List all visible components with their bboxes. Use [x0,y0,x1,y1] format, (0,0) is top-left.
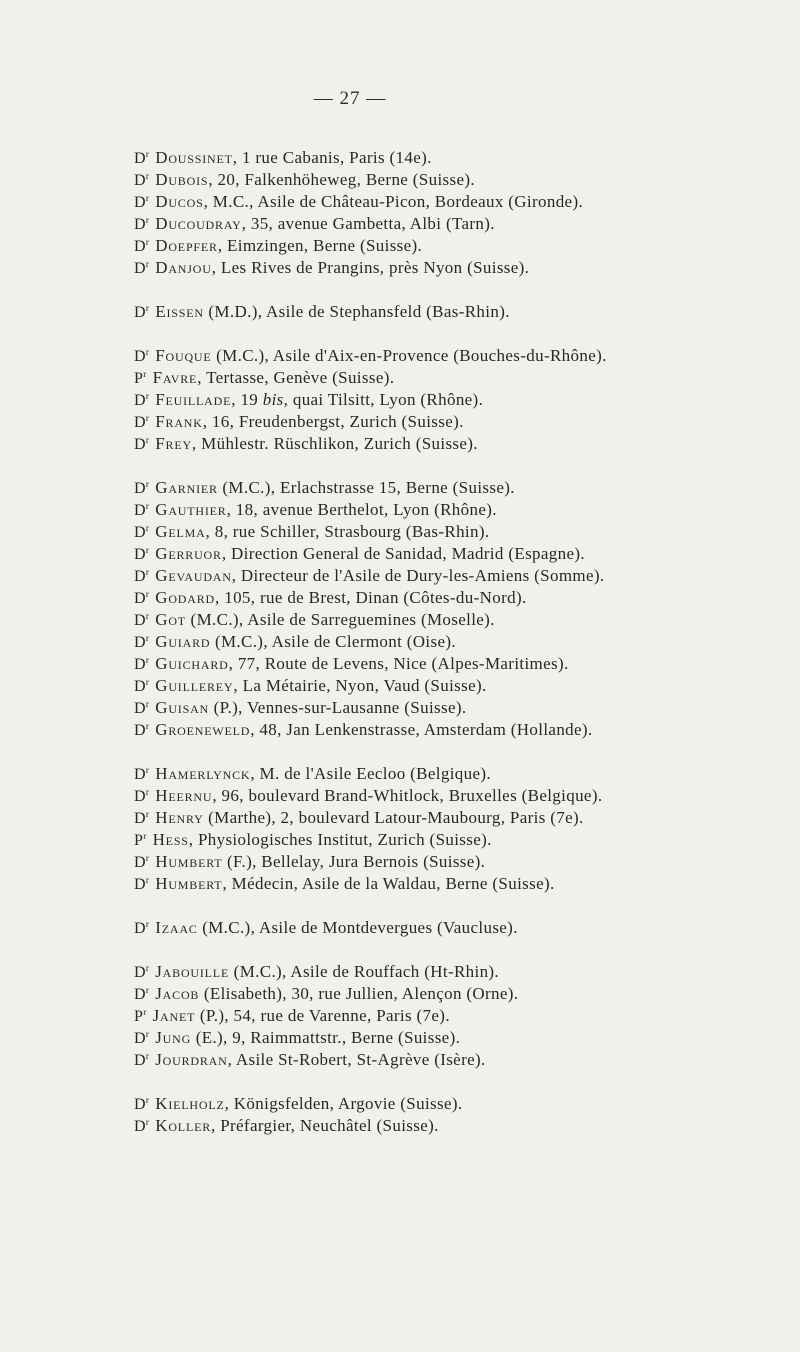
list-item [134,187,774,209]
member-address: , Königsfelden, Argovie (Suisse). [224,1094,463,1113]
member-address: , Préfargier, Neuchâtel (Suisse). [211,1116,439,1135]
list-item [134,1111,774,1133]
member-name: Kielholz [155,1094,225,1113]
member-address: (Elisabeth), 30, rue Jullien, Alençon (Orne). [199,984,519,1003]
list-item [134,957,774,979]
member-address: , 1 rue Cabanis, Paris (14e). [232,148,432,167]
list-item [134,165,774,187]
honorific: $D^r$ [134,655,150,673]
member-name: Guiard [155,632,211,651]
group-e [134,297,774,319]
member-name: Guillerey [155,676,234,695]
member-name: Doepfer [155,236,218,255]
honorific: $D^r$ [134,633,150,651]
member-name: Jung [155,1028,192,1047]
member-address: , Eimzingen, Berne (Suisse). [217,236,423,255]
honorific: $D^r$ [134,479,150,497]
member-name: Gauthier [155,500,227,519]
member-name: Groeneweld [155,720,251,739]
member-address: (F.), Bellelay, Jura Bernois (Suisse). [222,852,486,871]
member-address: , 16, Freudenbergst, Zurich (Suisse). [202,412,464,431]
member-name: Izaac [155,918,198,937]
member-name: Hess [152,830,189,849]
honorific: $D^r$ [134,765,150,783]
member-address: , Directeur de l'Asile de Dury-les-Amiens (Somme). [231,566,605,585]
list-item [134,209,774,231]
member-address: (P.), Vennes-sur-Lausanne (Suisse). [209,698,467,717]
list-item [134,627,774,649]
group-j [134,957,774,1067]
member-name: Fouque [155,346,212,365]
honorific: $D^r$ [134,787,150,805]
member-name: Henry [155,808,204,827]
member-address: , Les Rives de Prangins, près Nyon (Suisse). [211,258,530,277]
member-name: Ducos [155,192,204,211]
list-item [134,231,774,253]
list-item [134,583,774,605]
member-name: Garnier [155,478,218,497]
member-name: Got [155,610,186,629]
member-name: Danjou [155,258,212,277]
member-name: Godard [155,588,216,607]
honorific: $D^r$ [134,237,150,255]
honorific: $D^r$ [134,545,150,563]
member-address: , 8, rue Schiller, Strasbourg (Bas-Rhin). [205,522,490,541]
honorific: $D^r$ [134,677,150,695]
list-item [134,693,774,715]
honorific: $D^r$ [134,1029,150,1047]
list-item [134,407,774,429]
group-k [134,1089,774,1133]
honorific: $D^r$ [134,259,150,277]
honorific: $D^r$ [134,149,150,167]
group-i [134,913,774,935]
list-item [134,1045,774,1067]
list-item [134,649,774,671]
honorific: $D^r$ [134,809,150,827]
member-name: Ducoudray [155,214,242,233]
member-address: (E.), 9, Raimmattstr., Berne (Suisse). [191,1028,461,1047]
member-address: , M.C., Asile de Château-Picon, Bordeaux (Gironde). [203,192,584,211]
member-address: , 18, avenue Berthelot, Lyon (Rhône). [226,500,497,519]
list-item [134,341,774,363]
group-h [134,759,774,891]
honorific: $D^r$ [134,1117,150,1135]
member-name: Jacob [155,984,200,1003]
member-address: (M.D.), Asile de Stephansfeld (Bas-Rhin). [203,302,510,321]
honorific: $D^r$ [134,919,150,937]
honorific: $D^r$ [134,963,150,981]
list-item [134,825,774,847]
honorific: $D^r$ [134,721,150,739]
list-item [134,715,774,737]
honorific: $D^r$ [134,699,150,717]
honorific: $D^r$ [134,567,150,585]
honorific: $D^r$ [134,589,150,607]
member-address: , M. de l'Asile Eecloo (Belgique). [250,764,491,783]
honorific: $D^r$ [134,347,150,365]
member-name: Heernu [155,786,213,805]
list-item [134,671,774,693]
member-address: , 105, rue de Brest, Dinan (Côtes-du-Nord). [215,588,527,607]
honorific: $P^r$ [134,831,147,849]
member-name: Humbert [155,852,223,871]
list-item [134,143,774,165]
list-item [134,847,774,869]
honorific: $P^r$ [134,1007,147,1025]
member-name: Humbert [155,874,223,893]
honorific: $D^r$ [134,193,150,211]
list-item [134,605,774,627]
list-item [134,803,774,825]
member-name: Janet [152,1006,196,1025]
list-item [134,759,774,781]
member-address: (M.C.), Asile de Rouffach (Ht-Rhin). [229,962,500,981]
honorific: $P^r$ [134,369,147,387]
list-item [134,561,774,583]
member-name: Koller [155,1116,212,1135]
member-address: , 77, Route de Levens, Nice (Alpes-Maritimes). [228,654,569,673]
list-item [134,781,774,803]
list-item [134,495,774,517]
member-address: , Physiologisches Institut, Zurich (Suisse). [188,830,492,849]
group-g [134,473,774,737]
member-name: Frank [155,412,203,431]
honorific: $D^r$ [134,303,150,321]
list-item [134,539,774,561]
honorific: $D^r$ [134,501,150,519]
member-name: Eissen [155,302,204,321]
honorific: $D^r$ [134,985,150,1003]
member-name: Gerruor [155,544,222,563]
honorific: $D^r$ [134,413,150,431]
honorific: $D^r$ [134,875,150,893]
member-address: (M.C.), Asile de Sarreguemines (Moselle). [185,610,495,629]
member-name: Favre [152,368,198,387]
member-address: , 35, avenue Gambetta, Albi (Tarn). [241,214,495,233]
honorific: $D^r$ [134,523,150,541]
member-address: , 48, Jan Lenkenstrasse, Amsterdam (Hollande). [250,720,593,739]
member-name: Jabouille [155,962,230,981]
list-item [134,913,774,935]
member-address: , Tertasse, Genève (Suisse). [197,368,395,387]
member-address: , Direction General de Sanidad, Madrid (Espagne). [221,544,585,563]
group-f [134,341,774,451]
member-address: (M.C.), Asile d'Aix-en-Provence (Bouches-du-Rhône). [211,346,607,365]
list-item [134,517,774,539]
member-address: , La Métairie, Nyon, Vaud (Suisse). [233,676,487,695]
member-address: , Médecin, Asile de la Waldau, Berne (Suisse). [222,874,555,893]
member-name: Dubois [155,170,209,189]
member-address: (M.C.), Asile de Clermont (Oise). [210,632,456,651]
member-address: , 20, Falkenhöheweg, Berne (Suisse). [208,170,475,189]
member-name: Gelma [155,522,206,541]
member-name: Gevaudan [155,566,232,585]
member-name: Frey [155,434,192,453]
list-item [134,1089,774,1111]
member-name: Guichard [155,654,229,673]
list-item [134,473,774,495]
list-item [134,297,774,319]
member-name: Jourdran [155,1050,228,1069]
member-name: Guisan [155,698,210,717]
member-name: Hamerlynck [155,764,251,783]
member-address: , Asile St-Robert, St-Agrève (Isère). [227,1050,486,1069]
honorific: $D^r$ [134,391,150,409]
member-name: Feuillade [155,390,232,409]
member-address: (M.C.), Asile de Montdevergues (Vaucluse). [197,918,518,937]
list-item [134,1023,774,1045]
member-address: (M.C.), Erlachstrasse 15, Berne (Suisse). [217,478,515,497]
member-address: , 19 bis, quai Tilsitt, Lyon (Rhône). [231,390,484,409]
honorific: $D^r$ [134,1095,150,1113]
list-item [134,869,774,891]
list-item [134,385,774,407]
list-item [134,979,774,1001]
honorific: $D^r$ [134,611,150,629]
group-d [134,143,774,275]
member-address: (Marthe), 2, boulevard Latour-Maubourg, Paris (7e). [203,808,584,827]
list-item [134,363,774,385]
honorific: $D^r$ [134,853,150,871]
list-item [134,1001,774,1023]
honorific: $D^r$ [134,215,150,233]
member-address: , 96, boulevard Brand-Whitlock, Bruxelles (Belgique). [212,786,603,805]
list-item [134,429,774,451]
page-number: — 27 — [313,88,387,109]
honorific: $D^r$ [134,1051,150,1069]
honorific: $D^r$ [134,171,150,189]
member-name: Doussinet [155,148,233,167]
member-address: (P.), 54, rue de Varenne, Paris (7e). [195,1006,450,1025]
honorific: $D^r$ [134,435,150,453]
member-list [134,143,774,1155]
list-item [134,253,774,275]
member-address: , Mühlestr. Rüschlikon, Zurich (Suisse). [191,434,478,453]
